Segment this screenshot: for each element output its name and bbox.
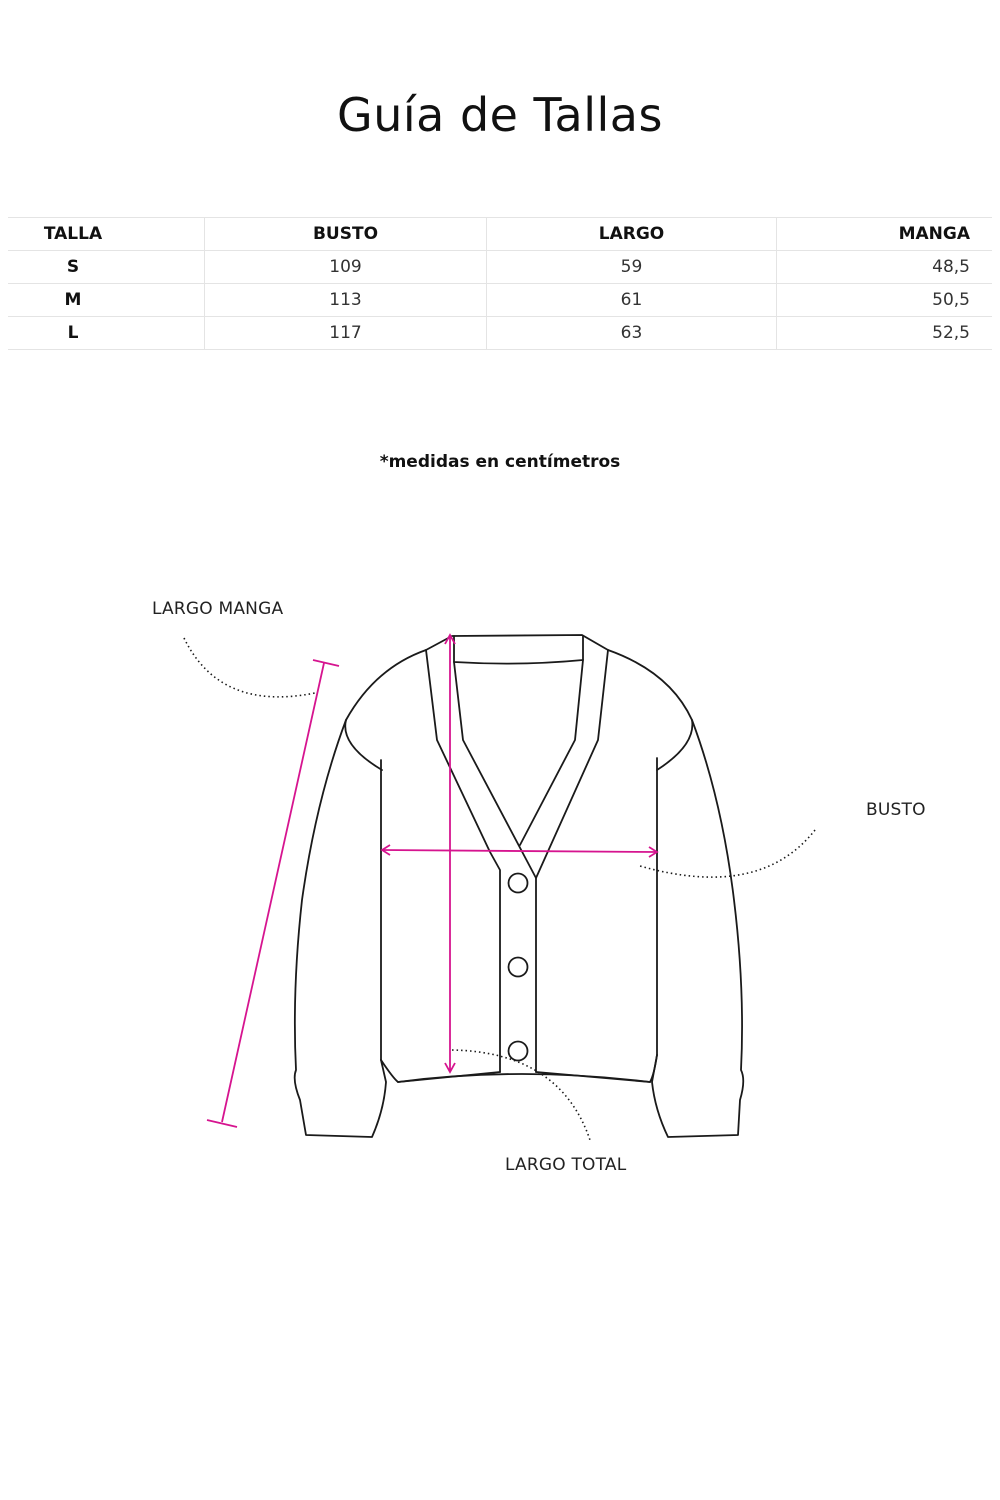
length-leader	[452, 1050, 590, 1140]
left-neck-band	[426, 650, 500, 1072]
cell-talla: L	[8, 317, 205, 350]
cell-busto: 117	[205, 317, 487, 350]
cell-manga: 50,5	[777, 284, 993, 317]
left-sleeve	[295, 720, 386, 1137]
cell-largo: 63	[487, 317, 777, 350]
right-shoulder	[608, 650, 692, 770]
button-top	[509, 874, 528, 893]
left-shoulder	[345, 650, 426, 770]
label-busto: BUSTO	[866, 800, 926, 820]
header-manga: MANGA	[777, 218, 993, 251]
cell-talla: M	[8, 284, 205, 317]
cell-busto: 109	[205, 251, 487, 284]
button-middle	[509, 958, 528, 977]
right-neck-inner	[520, 660, 583, 845]
cell-busto: 113	[205, 284, 487, 317]
units-note: *medidas en centímetros	[379, 452, 621, 472]
back-neck-band	[454, 636, 583, 664]
header-largo: LARGO	[487, 218, 777, 251]
cell-manga: 52,5	[777, 317, 993, 350]
cell-largo: 61	[487, 284, 777, 317]
left-neck-inner	[454, 662, 536, 878]
header-busto: BUSTO	[205, 218, 487, 251]
cell-largo: 59	[487, 251, 777, 284]
cell-talla: S	[8, 251, 205, 284]
cell-manga: 48,5	[777, 251, 993, 284]
header-talla: TALLA	[8, 218, 205, 251]
label-largo-total: LARGO TOTAL	[505, 1155, 627, 1175]
label-largo-manga: LARGO MANGA	[152, 599, 284, 619]
button-bottom	[509, 1042, 528, 1061]
right-sleeve	[652, 720, 743, 1137]
sleeve-leader	[184, 638, 315, 697]
sleeve-measure-line	[207, 660, 339, 1127]
right-neck-band	[536, 650, 608, 1072]
hem-band	[398, 1074, 650, 1082]
page-title: Guía de Tallas	[337, 88, 663, 142]
length-measure-line	[445, 635, 455, 1072]
